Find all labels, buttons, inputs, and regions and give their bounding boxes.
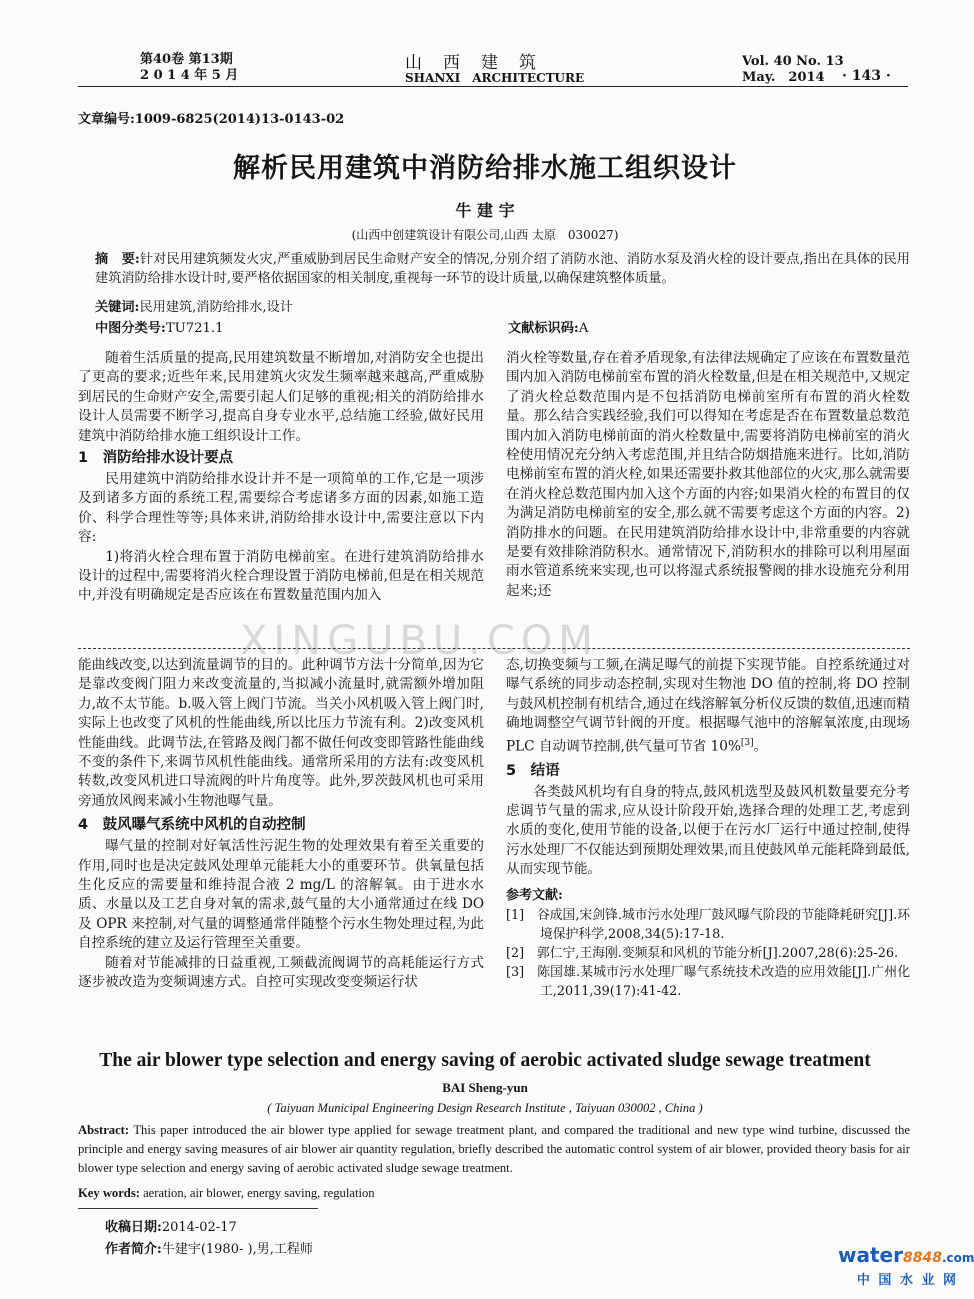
author-name: 牛 建 宇 [455,201,515,220]
lower-right-column [506,656,910,1001]
doc-code-label: 文献标识码: [508,321,579,336]
logo-water: water [838,1243,903,1267]
abstract [95,250,910,288]
doc-code [508,317,588,336]
abstract-label: 摘 要: [95,252,140,267]
intro-paragraph: 随着生活质量的提高,民用建筑数量不断增加,对消防安全也提出了更高的要求;近些年来,民用建筑火灾发生频率越来越高,严重威胁到居民的生命财产安全,需要引起人们足够的重视;相关的消防给排水设计人员需要不断学习,提高自身专业水平,总结施工经验,做好民用建筑中消防给排水施工组织设计工作。 [78,350,484,444]
lower-right-paragraph-end: 。 [753,738,768,755]
logo-cn: 中 国 水 业 网 [856,1273,958,1288]
lower-right-paragraph [506,656,910,757]
journal-name-cn: 山 西 建 筑 [405,53,538,73]
english-abstract-label: Abstract: [78,1123,130,1137]
english-keywords [78,1184,375,1203]
lower-right-paragraph-text: 态,切换变频与工频,在满足曝气的前提下实现节能。自控系统通过对曝气系统的同步动态控制,实现对生物池 DO 值的控制,将 DO 控制与鼓风机控制有机结合,通过在线溶解氧分析仪反馈的数值,迅速而精确地调整空气调节针阀的开度。根据曝气池中的溶解氧浓度,由现场 PLC 自动调节控制,供气量可节省 10% [506,657,910,755]
journal-date: 2 0 1 4 年 5 月 [140,68,239,83]
received-date [105,1216,237,1235]
english-abstract-text: This paper introduced the air blower type applied for sewage treatment plant, and compared the traditional and new type wind turbine, discussed the principle and energy saving measures of air blower air quantity regulation, briefly described the automatic control system of air blower, provided theory basis for air blower type selection and energy saving of aerobic activated sludge sewage treatment. [78,1123,910,1175]
logo-num: 8848 [902,1250,942,1266]
section-5-heading: 5 结语 [506,762,560,779]
water8848-logo [838,1243,974,1288]
journal-volume-en: Vol. 40 No. 13 [742,54,844,69]
journal-name-en: SHANXI ARCHITECTURE [405,71,585,85]
english-title: The air blower type selection and energy saving of aerobic activated sludge sewage treatment [99,1050,871,1071]
doc-code-text: A [578,321,589,336]
section-1-heading: 1 消防给排水设计要点 [78,450,234,467]
english-abstract [78,1121,910,1178]
watermark: XINGUBU.COM [240,618,599,664]
lower-left-paragraph: 能曲线改变,以达到流量调节的目的。此种调节方法十分简单,因为它是靠改变阀门阻力来改变流量的,当拟减小流量时,就需额外增加阻力,故不太节能。b.吸入管上阀门节流。当关小风机吸入管上阀门时,实际上也改变了风机的性能曲线,所以比压力节流有利。2)改变风机性能曲线。此调节法,在管路及阀门都不做任何改变即管路性能曲线不变的条件下,来调节风机性能曲线。通常所采用的方法有:改变风机转数,改变风机进口导流阀的叶片角度等。此外,罗茨鼓风机也可采用旁通放风阀来减小生物池曝气量。 [78,657,484,809]
author-affiliation: (山西中创建筑设计有限公司,山西 太原 030027) [351,228,619,242]
section-4-heading: 4 鼓风曝气系统中风机的自动控制 [78,817,306,834]
upper-left-column [78,349,484,606]
clc-label: 中图分类号: [95,321,166,336]
english-author: BAI Sheng-yun [442,1080,528,1095]
journal-volume: 第40卷 第13期 [140,52,233,67]
page-number: · 143 · [842,68,891,84]
english-keywords-text: aeration, air blower, energy saving, regulation [139,1186,375,1200]
section-break-rule [78,648,910,649]
author-bio [105,1238,313,1257]
section-4-paragraph-1: 曝气量的控制对好氧活性污泥生物的处理效果有着至关重要的作用,同时也是决定鼓风处理单元能耗大小的重要环节。供氧量包括生化反应的需要量和维持混合液 2 mg/L 的溶解氧。由于进水水质、水量以及工艺自身对氧的需求,鼓气量的大小通常通过在线 DO 及 OPR 来控制,对气量的调整通常伴随整个污水生物处理过程,为此自控系统的建立及运行管理至关重要。 [78,838,484,952]
section-1-paragraph: 民用建筑中消防给排水设计并不是一项简单的工作,它是一项涉及到诸多方面的系统工程,需要综合考虑诸多方面的因素,如施工造价、科学合理性等等;具体来讲,消防给排水设计中,需要注意以下内容: [78,471,484,546]
citation-3: [3] [740,737,754,748]
section-4-paragraph-2: 随着对节能减排的日益重视,工频截流阀调节的高耗能运行方式逐步被改造为变频调速方式。自控可实现改变变频运行状 [78,954,484,991]
bio-value: 牛建宇(1980- ),男,工程师 [161,1242,313,1257]
keywords [95,296,293,315]
clc-text: TU721.1 [165,321,224,336]
conclusion-paragraph: 各类鼓风机均有自身的特点,鼓风机选型及鼓风机数量要充分考虑调节气量的需求,应从设计阶段开始,选择合理的处理工艺,考虑到水质的变化,使用节能的设备,以便于在污水厂运行中通过控制,使得污水处理厂不仅能达到预期处理效果,而且使鼓风单元能耗降到最低,从而实现节能。 [506,783,910,878]
logo-wordmark [838,1243,974,1269]
section-1-item-1: 1)将消火栓合理布置于消防电梯前室。在进行建筑消防给排水设计的过程中,需要将消火栓合理设置于消防电梯前,但是在相关规范中,并没有明确规定是否应该在布置数量范围内加入 [78,548,484,604]
keywords-label: 关键词: [95,300,140,315]
received-label: 收稿日期: [105,1220,162,1235]
clc-number [95,317,223,336]
bio-label: 作者简介: [105,1242,162,1257]
upper-right-column [506,349,910,601]
lower-left-column [78,656,484,993]
reference-item: [2] 郭仁宁,王海刚.变频泵和风机的节能分析[J].2007,28(6):25-26. [506,945,899,961]
journal-date-en: May. 2014 [742,70,825,85]
article-id: 文章编号:1009-6825(2014)13-0143-02 [78,112,345,127]
received-value: 2014-02-17 [161,1220,237,1235]
reference-item: [3] 陈国雄.某城市污水处理厂曝气系统技术改造的应用效能[J].广州化工,2011,39(17):41-42. [506,964,910,999]
logo-suffix: .com [941,1251,974,1265]
upper-right-paragraph: 消火栓等数量,存在着矛盾现象,有法律法规确定了应该在布置数量范围内加入消防电梯前室布置的消火栓数量,但是在相关规范中,又规定了消火栓总数范围内是不包括消防电梯前室所有布置的消火栓数量。那么结合实践经验,我们可以得知在考虑是否在布置数量总数范围内加入消防电梯前面的消火栓数量中,需要将消防电梯前室的消火栓使用情况充分纳入考虑范围,并且结合防烟措施来进行。比如,消防电梯前室布置的消火栓,如果还需要扑救其他部位的火灾,那么就需要在消火栓总数范围内加入这个方面的内容;如果消火栓的布置目的仅为满足消防电梯前室的安全,那么就不需要考虑这个方面的内容。2)消防排水的问题。在民用建筑消防给排水设计中,非常重要的内容就是要有效排除消防积水。通常情况下,消防积水的排除可以利用屋面雨水管道系统来实现,也可以将湿式系统报警阀的排水设施充分利用起来;还 [506,350,910,599]
reference-item: [1] 谷成国,宋剑锋.城市污水处理厂鼓风曝气阶段的节能降耗研究[J].环境保护科学,2008,34(5):17-18. [506,907,910,942]
article-title: 解析民用建筑中消防给排水施工组织设计 [233,153,737,184]
footnote-rule [78,1208,318,1209]
references-title: 参考文献: [506,887,563,903]
header-rule [78,86,908,87]
english-affiliation: ( Taiyuan Municipal Engineering Design Research Institute , Taiyuan 030002 , China ) [267,1101,703,1115]
english-keywords-label: Key words: [78,1186,140,1200]
keywords-text: 民用建筑,消防给排水,设计 [139,300,293,315]
abstract-text: 针对民用建筑频发火灾,严重威胁到居民生命财产安全的情况,分别介绍了消防水池、消防水泵及消火栓的设计要点,指出在具体的民用建筑消防给排水设计时,要严格依据国家的相关制度,重视每一环节的设计质量,以确保建筑整体质量。 [95,252,910,286]
